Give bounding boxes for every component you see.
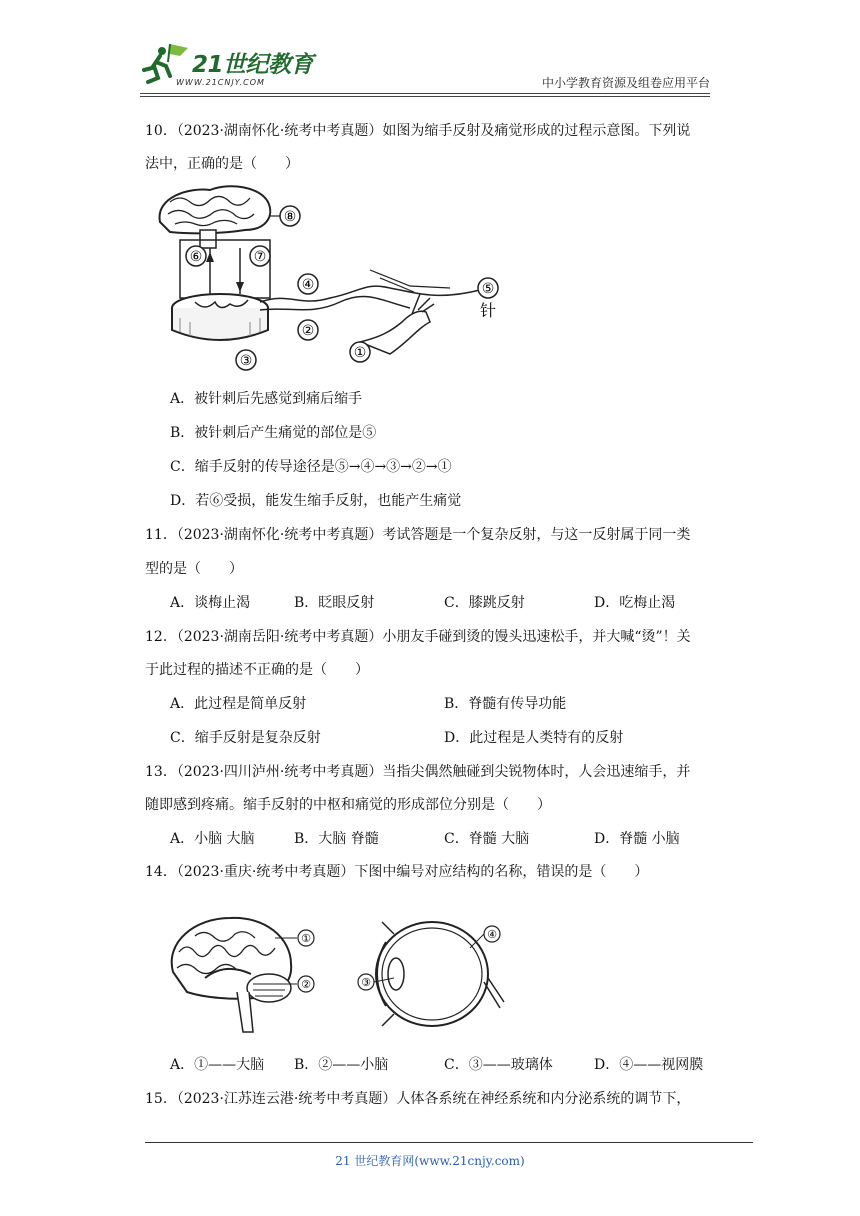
svg-text:⑥: ⑥ xyxy=(189,249,203,265)
q10-option-c[interactable]: C．缩手反射的传导途径是⑤→④→③→②→① xyxy=(170,459,452,475)
svg-text:①: ① xyxy=(301,932,311,945)
q12-stem-line1: 12．（2023·湖南岳阳·统考中考真题）小朋友手碰到烫的馒头迅速松手，并大喊“烫”！关 xyxy=(145,629,691,645)
label-8-text: ⑧ xyxy=(283,209,297,225)
q13-option-c[interactable]: C．脊髓 大脑 xyxy=(444,831,530,847)
q11-option-d[interactable]: D．吃梅止渴 xyxy=(594,595,676,611)
eye-section-figure xyxy=(352,912,512,1036)
q13-option-b[interactable]: B．大脑 脊髓 xyxy=(294,831,379,847)
q12-option-b[interactable]: B．脊髓有传导功能 xyxy=(444,696,567,712)
logo-url: WWW.21CNJY.COM xyxy=(176,78,265,87)
label-3 xyxy=(236,350,256,370)
needle-label: 针 xyxy=(480,301,497,320)
label-1 xyxy=(350,342,370,362)
spinal-cord-drawing xyxy=(172,294,268,340)
reflex-arc-figure xyxy=(150,182,530,374)
svg-text:②: ② xyxy=(301,323,315,339)
q10-option-b[interactable]: B．被针刺后产生痛觉的部位是⑤ xyxy=(170,425,377,441)
logo-text: 21世纪教育 xyxy=(192,52,314,78)
label-4 xyxy=(298,274,318,294)
brain-section-figure xyxy=(165,912,325,1036)
label-6 xyxy=(186,246,206,266)
q14-option-c[interactable]: C．③——玻璃体 xyxy=(444,1057,553,1073)
footer-link[interactable]: 21 世纪教育网(www.21cnjy.com) xyxy=(335,1154,525,1168)
svg-text:①: ① xyxy=(353,345,367,361)
q11-option-a[interactable]: A．谈梅止渴 xyxy=(170,595,251,611)
label-2 xyxy=(298,320,318,340)
q13-option-a[interactable]: A．小脑 大脑 xyxy=(170,831,255,847)
label-5 xyxy=(478,278,498,298)
q12-option-d[interactable]: D．此过程是人类特有的反射 xyxy=(444,730,624,746)
q10-stem-line2: 法中，正确的是（ ） xyxy=(145,156,299,172)
q10-stem-line1: 10．（2023·湖南怀化·统考中考真题）如图为缩手反射及痛觉形成的过程示意图。下列说 xyxy=(145,123,691,139)
eye-label-3 xyxy=(358,974,374,990)
svg-text:④: ④ xyxy=(301,277,315,293)
page-header xyxy=(140,40,740,92)
q14-option-b[interactable]: B．②——小脑 xyxy=(294,1057,389,1073)
q11-stem-line1: 11．（2023·湖南怀化·统考中考真题）考试答题是一个复杂反射，与这一反射属于同一类 xyxy=(145,527,691,543)
svg-text:③: ③ xyxy=(361,976,371,989)
q11-stem-line2: 型的是（ ） xyxy=(145,561,243,577)
q11-option-c[interactable]: C．膝跳反射 xyxy=(444,595,525,611)
header-divider-secondary xyxy=(140,96,710,97)
eye-label-4 xyxy=(484,926,500,942)
svg-text:⑤: ⑤ xyxy=(481,281,495,297)
arm-drawing xyxy=(360,270,450,354)
label-7 xyxy=(250,246,270,266)
q13-stem-line2: 随即感到疼痛。缩手反射的中枢和痛觉的形成部位分别是（ ） xyxy=(145,797,551,813)
svg-text:④: ④ xyxy=(487,928,497,941)
footer-divider xyxy=(145,1142,753,1143)
q10-option-a[interactable]: A．被针刺后先感觉到痛后缩手 xyxy=(170,391,363,407)
q14-stem-line1: 14．（2023·重庆·统考中考真题）下图中编号对应结构的名称，错误的是（ ） xyxy=(145,864,649,880)
q10-option-d[interactable]: D．若⑥受损，能发生缩手反射，也能产生痛觉 xyxy=(170,493,462,509)
site-logo xyxy=(140,40,330,92)
q13-option-d[interactable]: D．脊髓 小脑 xyxy=(594,831,680,847)
q12-option-c[interactable]: C．缩手反射是复杂反射 xyxy=(170,730,321,746)
q11-option-b[interactable]: B．眨眼反射 xyxy=(294,595,375,611)
svg-text:③: ③ xyxy=(239,353,253,369)
q12-option-a[interactable]: A．此过程是简单反射 xyxy=(170,696,307,712)
q12-stem-line2: 于此过程的描述不正确的是（ ） xyxy=(145,662,369,678)
q15-stem-line1: 15．（2023·江苏连云港·统考中考真题）人体各系统在神经系统和内分泌系统的调节下， xyxy=(145,1091,691,1107)
brain-label-2 xyxy=(298,976,314,992)
q14-option-d[interactable]: D．④——视网膜 xyxy=(594,1057,704,1073)
header-divider xyxy=(140,93,710,94)
label-8 xyxy=(280,206,300,226)
svg-text:②: ② xyxy=(301,978,311,991)
platform-name: 中小学教育资源及组卷应用平台 xyxy=(541,76,710,90)
brain-drawing xyxy=(160,186,271,248)
brain-label-1 xyxy=(298,930,314,946)
q14-option-a[interactable]: A．①——大脑 xyxy=(170,1057,265,1073)
svg-text:⑦: ⑦ xyxy=(253,249,267,265)
q13-stem-line1: 13．（2023·四川泸州·统考中考真题）当指尖偶然触碰到尖锐物体时，人会迅速缩手，并 xyxy=(145,764,691,780)
